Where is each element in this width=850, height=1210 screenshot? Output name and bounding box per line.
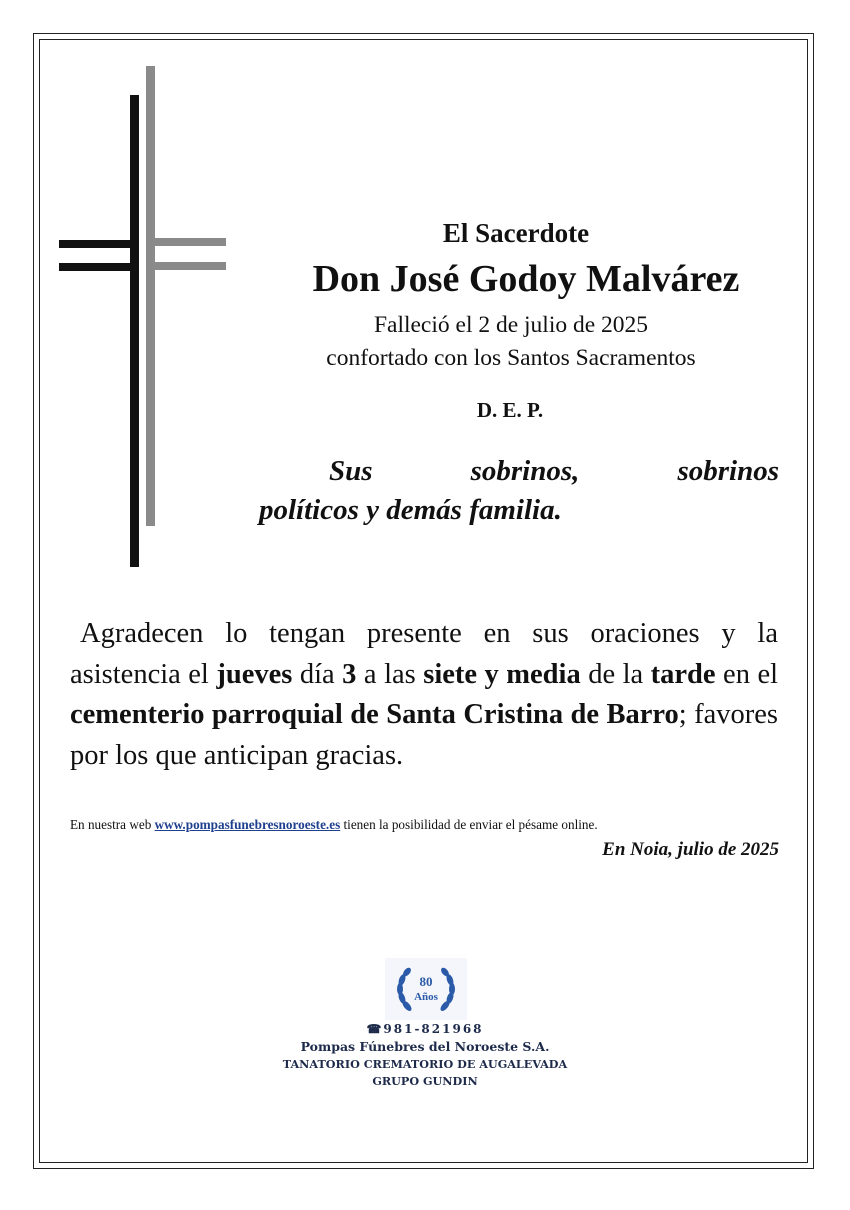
logo-number: 80 [419,974,433,989]
web-link[interactable]: www.pompasfunebresnoroeste.es [154,817,341,832]
body-text-3: a las [356,658,424,690]
body-tarde: tarde [650,658,716,690]
web-note [70,817,598,833]
body-time: siete y media [423,658,581,690]
company-name: Pompas Fúnebres del Noroeste S.A. [300,1039,550,1054]
deceased-name: Don José Godoy Malvárez [312,258,740,300]
footer-phone [230,1022,620,1036]
body-text-1: Agradecen lo tengan presente en sus oraciones y la asistencia el [70,618,778,690]
sacraments-line: confortado con los Santos Sacramentos [326,345,696,371]
logo-label: Años [414,991,438,1003]
body-text-6: ; favores por los que anticipan gracias. [70,699,779,771]
body-date-number: 3 [342,658,357,690]
tanatorio-name: TANATORIO CREMATORIO DE AUGALEVADA [282,1057,568,1071]
dep-text: D. E. P. [476,398,544,422]
body-text-5: en el [715,658,779,690]
date-place: En Noia, julio de 2025 [602,839,779,860]
group-name: GRUPO GUNDIN [372,1074,478,1088]
telephone-icon: ☎ [366,1022,384,1036]
web-suffix: tienen la posibilidad de enviar el pésame online. [340,817,598,832]
web-prefix: En nuestra web [70,817,155,832]
family-block [259,452,779,530]
family-line-1 [259,452,779,491]
family-word-2: sobrinos, [470,455,580,487]
family-word-3: sobrinos [677,455,779,487]
family-line-2: políticos y demás familia. [259,494,562,526]
family-word-1: Sus [329,455,373,487]
phone-number: 981-821968 [383,1022,484,1036]
title-intro: El Sacerdote [442,218,590,248]
anniversary-logo-icon [385,958,467,1020]
gratitude-paragraph [70,614,778,776]
body-text-4: de la [580,658,651,690]
death-date-line: Falleció el 2 de julio de 2025 [373,312,649,338]
body-text-2: día [292,658,343,690]
body-day: jueves [216,658,293,690]
body-place: cementerio parroquial de Santa Cristina de Barro [70,699,679,730]
